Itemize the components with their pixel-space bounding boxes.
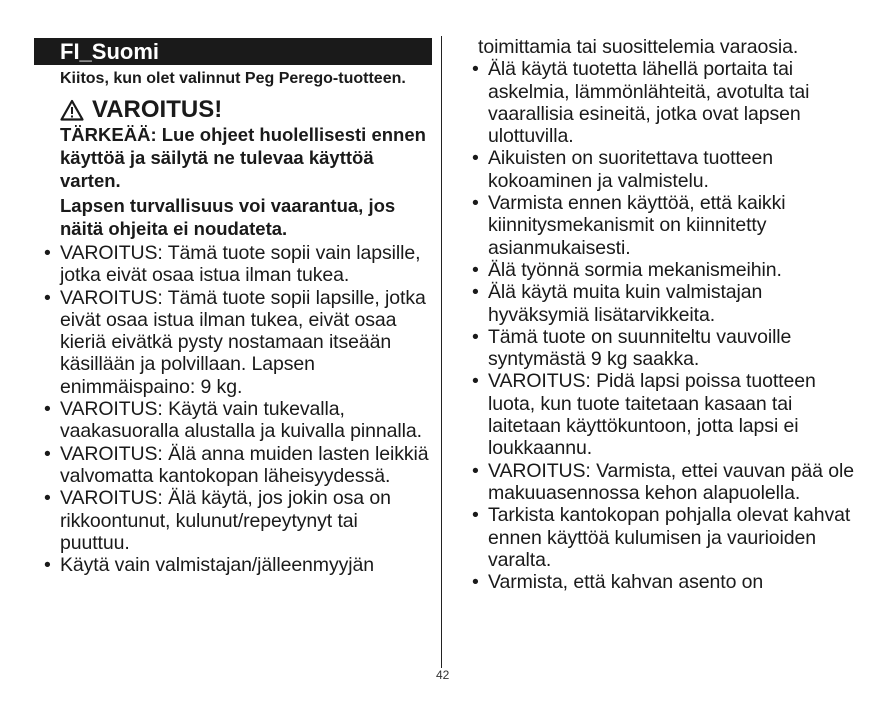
list-item-continuation: toimittamia tai suosittelemia varaosia. [478,36,799,58]
list-item: • VAROITUS: Pidä lapsi poissa tuotteen luota, kun tuote taitetaan kasaan tai laitetaan käyttökuntoon, jotta lapsi ei loukkaannu. [462,370,862,459]
list-item: • Varmista, että kahvan asento on [462,571,862,593]
warning-heading [34,97,432,123]
thanks-text: Kiitos, kun olet valinnut Peg Perego-tuotteen. [60,70,406,87]
left-warning-list [34,242,432,576]
right-column [462,36,862,593]
list-item: • VAROITUS: Käytä vain tukevalla, vaakasuoralla alustalla ja kuivalla pinnalla. [34,398,432,443]
language-header: FI_Suomi [34,38,432,65]
list-item: • Varmista ennen käyttöä, että kaikki kiinnitysmekanismit on kiinnitetty asianmukaisesti. [462,192,862,259]
list-item: • VAROITUS: Älä anna muiden lasten leikkiä valvomatta kantokopan läheisyydessä. [34,443,432,488]
warning-title: VAROITUS! [92,96,223,123]
left-column [34,38,432,576]
safety-notice: Lapsen turvallisuus voi vaarantua, jos näitä ohjeita ei noudateta. [60,195,396,239]
list-item: • Käytä vain valmistajan/jälleenmyyjän [34,554,432,576]
list-item: • Tarkista kantokopan pohjalla olevat kahvat ennen käyttöä kulumisen ja vaurioiden varalta. [462,504,862,571]
list-item: • Älä työnnä sormia mekanismeihin. [462,259,862,281]
important-notice: TÄRKEÄÄ: Lue ohjeet huolellisesti ennen käyttöä ja säilytä ne tulevaa käyttöä varten. [60,124,426,191]
list-item: • VAROITUS: Tämä tuote sopii lapsille, jotka eivät osaa istua ilman tukea, eivät osaa kieriä eivätkä pysty nostamaan itseään käsillään ja polvillaan. Lapsen enimmäispaino: 9 kg. [34,287,432,398]
right-warning-list [462,36,862,593]
list-item: • Älä käytä muita kuin valmistajan hyväksymiä lisätarvikkeita. [462,281,862,326]
list-item: • VAROITUS: Älä käytä, jos jokin osa on rikkoontunut, kulunut/repeytynyt tai puuttuu. [34,487,432,554]
warning-triangle-icon [60,99,84,121]
list-item: • Tämä tuote on suunniteltu vauvoille syntymästä 9 kg saakka. [462,326,862,371]
list-item: • VAROITUS: Tämä tuote sopii vain lapsille, jotka eivät osaa istua ilman tukea. [34,242,432,287]
list-item: • Älä käytä tuotetta lähellä portaita tai askelmia, lämmönlähteitä, avotulta tai vaarallisia esineitä, jotka ovat lapsen ulottuvilla. [462,58,862,147]
page-number: 42 [436,668,450,682]
list-item: • VAROITUS: Varmista, ettei vauvan pää ole makuuasennossa kehon alapuolella. [462,460,862,505]
column-divider [441,36,442,668]
list-item: • Aikuisten on suoritettava tuotteen kokoaminen ja valmistelu. [462,147,862,192]
